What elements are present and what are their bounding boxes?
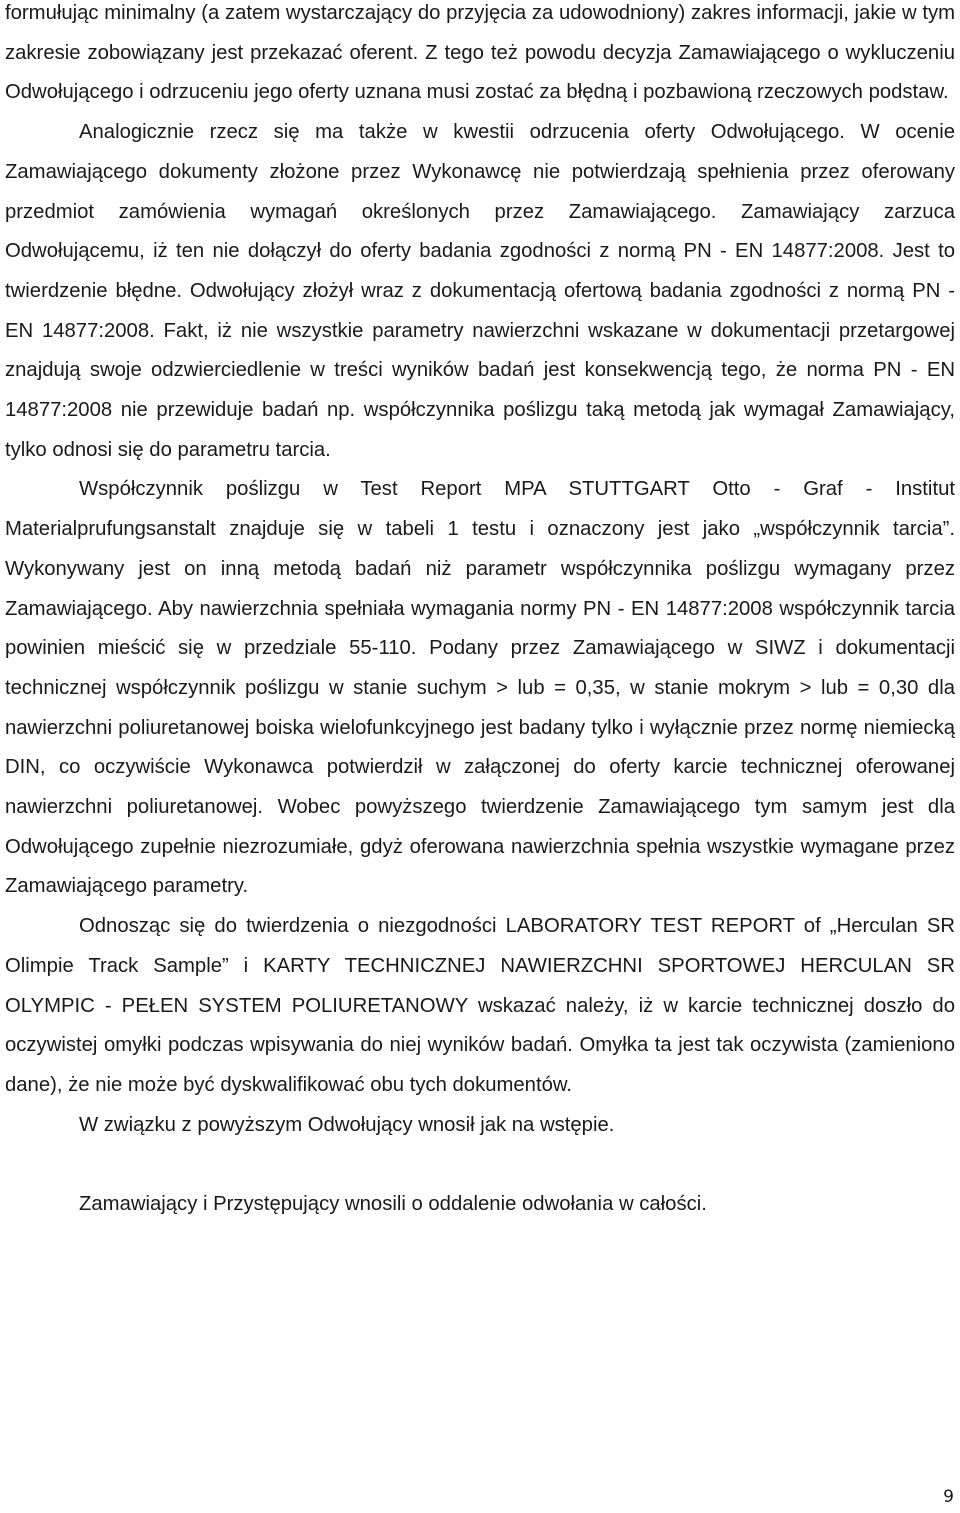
paragraph-conclusion: W związku z powyższym Odwołujący wnosił jak na wstępie. xyxy=(79,1113,615,1136)
document-page xyxy=(5,0,955,1225)
paragraph-dismissal-request: Zamawiający i Przystępujący wnosili o oddalenie odwołania w całości. xyxy=(79,1193,707,1216)
paragraph-offer-rejection: Analogicznie rzecz się ma także w kwestii odrzucenia oferty Odwołującego. W ocenie Zamawiającego dokumenty złożone przez Wykonawcę nie potwierdzają spełnienia przez oferowany przedmiot zamówienia wymagań określonych przez Zamawiającego. Zamawiający zarzuca Odwołującemu, iż ten nie dołączył do oferty badania zgodności z normą PN - EN 14877:2008. Jest to twierdzenie błędne. Odwołujący złożył wraz z dokumentacją ofertową badania zgodności z normą PN - EN 14877:2008. Fakt, iż nie wszystkie parametry nawierzchni wskazane w dokumentacji przetargowej znajdują swoje odzwierciedlenie w treści wyników badań jest konsekwencją tego, że norma PN - EN 14877:2008 nie przewiduje badań np. współczynnika poślizgu taką metodą jak wymagał Zamawiający, tylko odnosi się do parametru tarcia. xyxy=(5,121,955,461)
paragraph-continuation: formułując minimalny (a zatem wystarczający do przyjęcia za udowodniony) zakres informacji, jakie w tym zakresie zobowiązany jest przekazać oferent. Z tego też powodu decyzja Zamawiającego o wykluczeniu Odwołującego i odrzuceniu jego oferty uznana musi zostać za błędną i pozbawioną rzeczowych podstaw. xyxy=(5,2,955,104)
paragraph-laboratory-report: Odnosząc się do twierdzenia o niezgodności LABORATORY TEST REPORT of „Herculan SR Olimpie Track Sample” i KARTY TECHNICZNEJ NAWIERZCHNI SPORTOWEJ HERCULAN SR OLYMPIC - PEŁEN SYSTEM POLIURETANOWY wskazać należy, iż w karcie technicznej doszło do oczywistej omyłki podczas wpisywania do niej wyników badań. Omyłka ta jest tak oczywista (zamieniono dane), że nie może być dyskwalifikować obu tych dokumentów. xyxy=(5,915,955,1096)
page-number: 9 xyxy=(943,1487,954,1507)
paragraph-slip-coefficient: Współczynnik poślizgu w Test Report MPA STUTTGART Otto - Graf - Institut Materialprufungsanstalt znajduje się w tabeli 1 testu i oznaczony jest jako „współczynnik tarcia”. Wykonywany jest on inną metodą badań niż parametr współczynnika poślizgu wymagany przez Zamawiającego. Aby nawierzchnia spełniała wymagania normy PN - EN 14877:2008 współczynnik tarcia powinien mieścić się w przedziale 55-110. Podany przez Zamawiającego w SIWZ i dokumentacji technicznej współczynnik poślizgu w stanie suchym > lub = 0,35, w stanie mokrym > lub = 0,30 dla nawierzchni poliuretanowej boiska wielofunkcyjnego jest badany tylko i wyłącznie przez normę niemiecką DIN, co oczywiście Wykonawca potwierdził w załączonej do oferty karcie technicznej oferowanej nawierzchni poliuretanowej. Wobec powyższego twierdzenie Zamawiającego tym samym jest dla Odwołującego zupełnie niezrozumiałe, gdyż oferowana nawierzchnia spełnia wszystkie wymagane przez Zamawiającego parametry. xyxy=(5,478,955,898)
